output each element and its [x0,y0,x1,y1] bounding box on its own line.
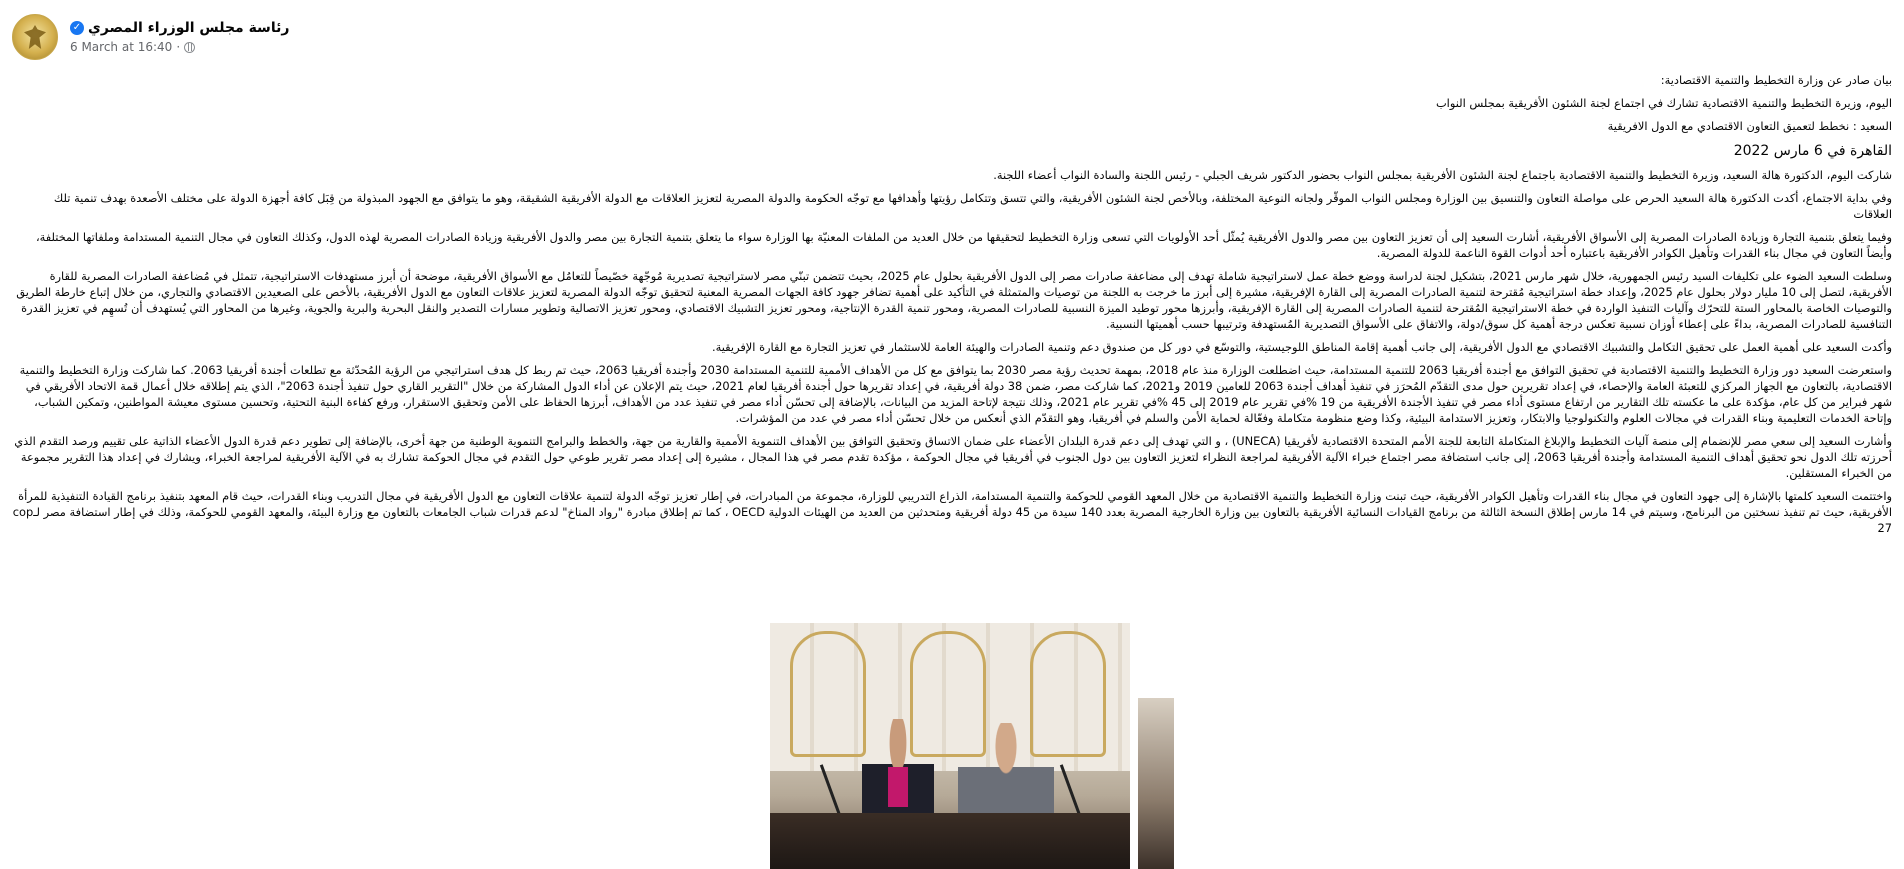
post-paragraph: السعيد : نخطط لتعميق التعاون الاقتصادي مع الدول الافريقية [1607,119,1892,133]
post-paragraph: وفي بداية الاجتماع، أكدت الدكتورة هالة السعيد الحرص على مواصلة التعاون والتنسيق بين الوزارة ومجلس النواب الموقّر ولجانه النوعية المختلفة، وبالأخص لجنة الشئون الأفريقية، والتي تتسق وتتكامل رؤيتها وأهدافها مع توجّه الحكومة والدولة المصرية لتعزيز العلاقات مع الدولة الأفريقية الشقيقة، وهو ما يتوافق مع الجهود المبذولة من قِبَل كافة أجهزة الدولة على مختلف الأصعدة بهدف تنمية تلك العلاقات [53,191,1892,221]
time-row [70,40,195,54]
page-avatar[interactable] [12,14,58,60]
eagle-emblem-icon [24,25,46,49]
post-paragraph: بيان صادر عن وزارة التخطيط والتنمية الاقتصادية: [1660,73,1892,87]
post-paragraph: واختتمت السعيد كلمتها بالإشارة إلى جهود التعاون في مجال بناء القدرات وتأهيل الكوادر الأفريقية، حيث تبنت وزارة التخطيط والتنمية الاقتصادية من خلال المعهد القومي للحوكمة والتنمية المستدامة، الذراع التدريبي للوزارة، مجموعة من المبادرات، في إطار تعزيز توجّه الدولة لتنمية علاقات التعاون مع الدول الأفريقية في مجال التدريب وبناء القدرات، حيث قام المعهد بتنفيذ برنامج القيادة التنفيذية للمرأة الأفريقية، حيث تم تنفيذ نسختين من البرنامج، وسيتم في 14 مارس إطلاق النسخة الثالثة من برنامج القيادات النسائية الأفريقية بالتعاون بين وزارة الخارجية المصرية بعدد 140 سيدة من 45 دولة أفريقية ومتحدثين من العديد من الهيئات الدولية OECD ، كما تم إطلاق مبادرة "رواد المناخ" لدعم قدرات شباب الجامعات بالتعاون مع وزارة البيئة، والمعهد القومي للحوكمة، وذلك في إطار استضافة مصر لـcop 27 [12,489,1892,535]
post-paragraph: واستعرضت السعيد دور وزارة التخطيط والتنمية الاقتصادية في تحقيق التوافق مع أجندة أفريقيا 2063 للتنمية المستدامة، حيث اضطلعت الوزارة منذ عام 2018، بمهمة تحديث رؤية مصر 2030 بما يتوافق مع كل من الأهداف الأممية للتنمية المستدامة 2030 وأجندة أفريقيا 2063، حيث تم ربط كل هدف استراتيجي من الرؤية المُحدّثة مع تطلعات أجندة أفريقيا 2063. كما شاركت وزارة التخطيط والتنمية الاقتصادية، بالتعاون مع الجهاز المركزي للتعبئة العامة والإحصاء، في إعداد تقريرين حول مدى التقدّم المُحرَز في تنفيذ أهداف أجندة 2063 للعامين 2019 و2021، كما شاركت مصر، ضمن 38 دولة أفريقية، في إعداد تقريرها حول أجندة أفريقيا لعام 2021، حيث يتم الإعلان عن أداء الدول المشاركة من خلال "التقرير القاري حول تنفيذ أجندة 2063"، الذي يتم إطلاقه خلال أعمال قمة الاتحاد الأفريقي في شهر فبراير من كل عام، مؤكدة على ما عكسته تلك التقارير من ارتفاع مستوى أداء مصر في تنفيذ الأجندة الأفريقية من 19 %في تقرير عام 2019 إلى 45 %في تقرير عام 2021، وذلك نتيجة لإتاحة المزيد من البيانات، بالإضافة إلى تحسّن أداء مصر في تنفيذ عدد من الأهداف، أبرزها الحفاظ على الأمن وتحقيق الاستقرار، ورفع كفاءة البنية التحتية، وتحسين مستوى معيشة المواطنين، وتمكين الشباب، وإتاحة الخدمات التعليمية وبناء القدرات في مجالات العلوم والتكنولوجيا والابتكار، وتعزيز الاستدامة البيئية، وكذا وضع منظومة متكاملة وفعّالة لحماية الأمن والسلم في أفريقيا، وهو التقدّم الذي أنعكس من خلال تحسّن أداء مصر في عدد من المؤشرات. [19,363,1892,425]
separator-dot: · [176,40,181,54]
meeting-photo[interactable] [770,623,1130,869]
post-paragraph: شاركت اليوم، الدكتورة هالة السعيد، وزيرة التخطيط والتنمية الاقتصادية باجتماع لجنة الشئون الأفريقية بمجلس النواب بحضور الدكتور شريف الجبلي - رئيس اللجنة والسادة النواب أعضاء اللجنة. [993,168,1892,182]
globe-icon[interactable] [184,42,195,53]
post-paragraph: وفيما يتعلق بتنمية التجارة وزيادة الصادرات المصرية إلى الأسواق الأفريقية، أشارت السعيد إلى أن تعزيز التعاون بين مصر والدول الأفريقية يُمثّل أحد الأولويات التي تسعى وزارة التخطيط لتحقيقها من خلال العديد من الملفات المعنيّة بها الوزارة سواء ما يتعلق بتنمية التجارة بين مصر والدول الأفريقية وزيادة الصادرات المصرية لهذه الدول، وكذلك التعاون في مجال التنمية المستدامة وملفاتها المختلفة، وأيضاً التعاون في مجال بناء القدرات وتأهيل الكوادر الأفريقية باعتباره أحد أدوات القوة الناعمة للدولة المصرية. [35,230,1892,260]
post-paragraph: وسلطت السعيد الضوء على تكليفات السيد رئيس الجمهورية، خلال شهر مارس 2021، بتشكيل لجنة لدراسة ووضع خطة عمل لاستراتيجية شاملة تهدف إلى مضاعفة صادرات مصر إلى الدول الأفريقية بحلول عام 2025، بحيث تتضمن تبنّي مصر لاستراتيجية تصديرية مُوجّهة خصّيصاً للتعامُل مع الأسواق الأفريقية، موضحة أن أبرز مستهدفات الاستراتيجية، تتمثل في مُضاعفة الصادرات المصرية للقارة الأفريقية، لتصل إلى 10 مليار دولار بحلول عام 2025، وإعداد خطة استراتيجية مُقترحة لتنمية الصادرات المصرية إلى القارة الإفريقية، مشيرة إلى أبرز ما خرجت به اللجنة من توصيات والمتمثلة في التأكيد على أهمية تضافر جهود كافة الجهات المصرية المعنية لتحقيق توجّه الدولة المصرية لتعزيز علاقات التعاون مع الدول الأفريقية، بالأخص على الصعيدين الاقتصادي والتجاري، من خلال إتباع خارطة الطريق والتوصيات الخاصة بالمحاور الستة للتحرّك وآليات التنفيذ الواردة في خطة الاستراتيجية المُقترحة لتنمية الصادرات المصرية إلى القارة الإفريقية، وأبرزها محور توطيد الميزة النسبية للصادرات المصرية، ومحور تنمية القدرة الإنتاجية، ومحور تعزيز التشبيك الاقتصادي، ومحور تعزيز الاتصالية وتطوير مسارات التصدير والنقل البحرية والبرية والجوية، وغيرها من المحاور التي يُستهدف أن تُسهِم في تعزيز القدرة التنافسية للصادرات المصرية، بداءً على إعطاء أوزان نسبية تعكس درجة أهمية كل سوق/دولة، والاتفاق على الأسواق التصديرية المُستهدفة وترتيبها حسب أهميتها النسبية. [16,269,1892,331]
verified-badge-icon: ✓ [70,21,84,35]
post-header [12,14,289,60]
post-text [12,72,1892,543]
post-paragraph: وأكدت السعيد على أهمية العمل على تحقيق التكامل والتشبيك الاقتصادي مع الدول الأفريقية، إلى جانب أهمية إقامة المناطق اللوجيستية، والتوسّع في دور كل من صندوق دعم وتنمية الصادرات والهيئة العامة للاستثمار في تعزيز التجارة مع القارة الإفريقية. [711,340,1892,354]
photo-table [770,813,1130,869]
name-row [70,20,289,36]
page-name-link[interactable]: رئاسة مجلس الوزراء المصري [88,20,290,36]
post-paragraph: القاهرة في 6 مارس 2022 [1733,143,1892,159]
post-paragraph: وأشارت السعيد إلى سعي مصر للإنضمام إلى منصة آليات التخطيط والإبلاغ المتكاملة التابعة للجنة الأمم المتحدة الاقتصادية لأفريقيا (UNECA) ، و التي تهدف إلى دعم قدرة البلدان الأعضاء على ضمان الاتساق وتحقيق التوافق بين الأهداف التنموية الأممية والقارية من جهة، والخطط والبرامج التنموية الوطنية من جهة أخرى، بالإضافة إلى تطوير دعم قدرة الدول الأعضاء الذاتية على تقييم ورصد التقدم الذي أحرزته تلك الدول نحو تحقيق أهداف التنمية المستدامة وأجندة أفريقيا 2063، إلى جانب استضافة مصر اجتماع خبراء الآلية الأفريقية لمراجعة النظراء لتعزيز التعاون بين دول الجنوب في أفريقيا في مجال الحوكمة ، مؤكدة تقدم مصر في هذا المجال ، مشيرة إلى إعداد مصر تقرير طوعي حول التقدم في مجال الحوكمة تشارك به في الآلية الأفريقية لمراجعة الخبراء، ويشارك في إعداد هذا التقرير مجموعة من الخبراء المستقلين. [14,434,1892,480]
meeting-photo-2[interactable] [1138,698,1174,869]
post-meta [70,20,289,54]
post-timestamp[interactable]: 6 March at 16:40 [70,40,173,54]
photo-ornament [790,631,866,757]
post-paragraph: اليوم، وزيرة التخطيط والتنمية الاقتصادية تشارك في اجتماع لجنة الشئون الأفريقية بمجلس النواب [1435,96,1892,110]
